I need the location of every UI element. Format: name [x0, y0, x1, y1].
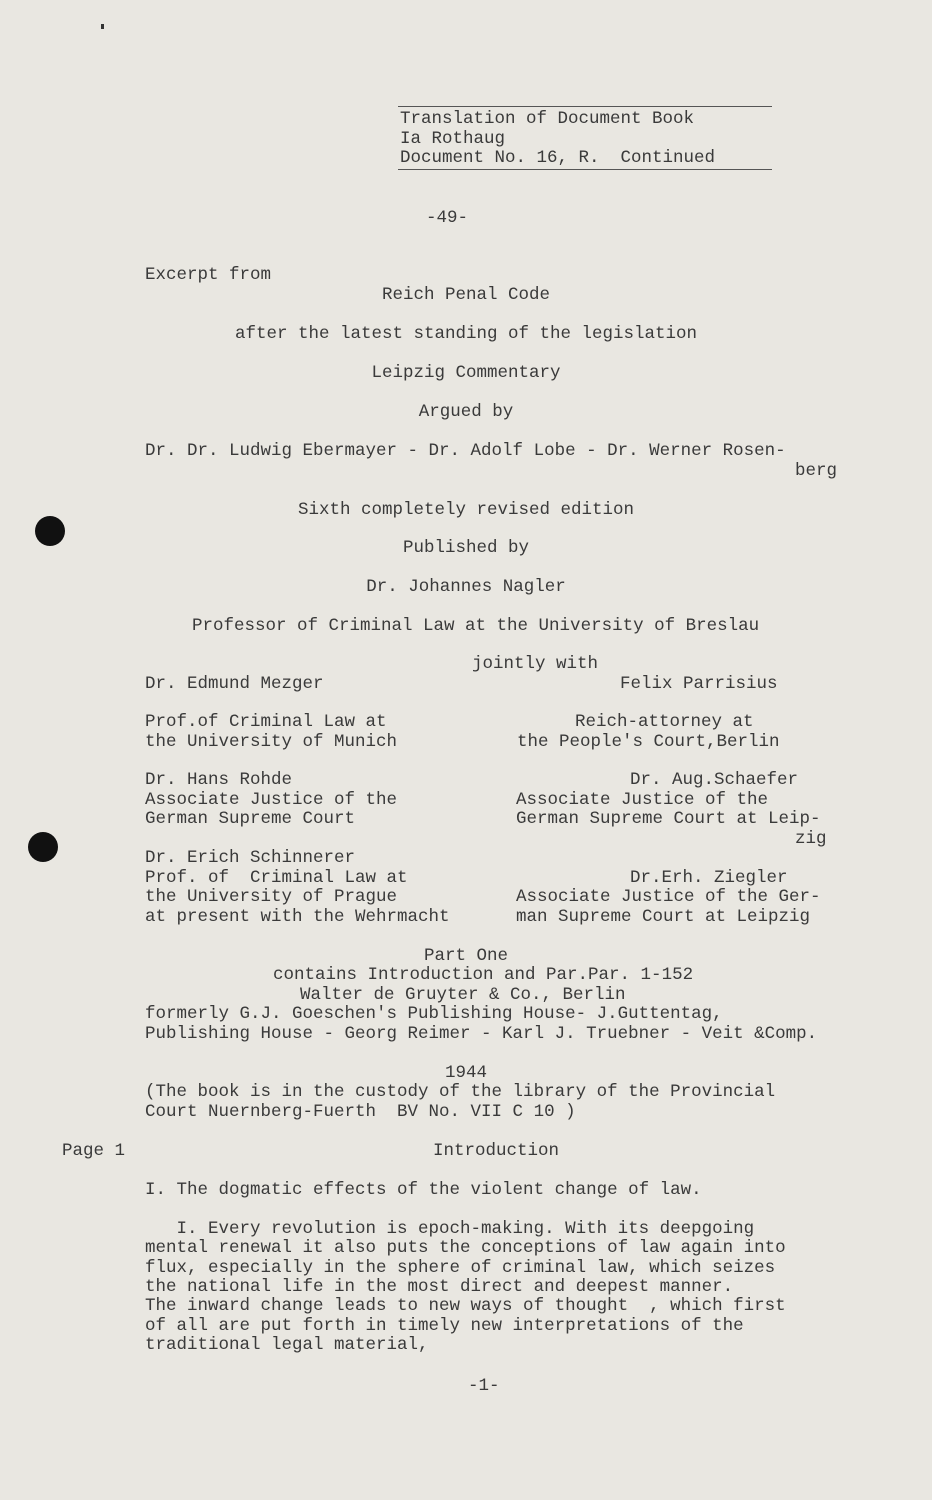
contributor-mezger-name: Dr. Edmund Mezger — [145, 674, 324, 694]
contributor-rohde-role-2: German Supreme Court — [145, 809, 356, 829]
body-line-2: mental renewal it also puts the conceptions of law again into — [145, 1238, 786, 1258]
header-line-2: Ia Rothaug — [400, 129, 506, 149]
contributor-mezger-role-2: the University of Munich — [145, 732, 398, 752]
contributor-rohde-name: Dr. Hans Rohde — [145, 770, 293, 790]
formerly-line-2: Publishing House - Georg Reimer - Karl J. Truebner - Veit &Comp. — [145, 1024, 818, 1044]
published-by: Published by — [402, 538, 530, 558]
contributor-parrisius-role-2: the People's Court,Berlin — [517, 732, 780, 752]
page-label: Page 1 — [62, 1141, 126, 1161]
page-marker-bottom: -1- — [468, 1376, 500, 1396]
jointly-with: jointly with — [472, 654, 599, 674]
authors-line-1: Dr. Dr. Ludwig Ebermayer - Dr. Adolf Lobe - Dr. Werner Rosen- — [145, 441, 786, 461]
body-line-1: I. Every revolution is epoch-making. With its deepgoing — [145, 1219, 755, 1239]
contributor-ziegler-name: Dr.Erh. Ziegler — [630, 868, 788, 888]
contributor-rohde-role-1: Associate Justice of the — [145, 790, 398, 810]
custody-line-2: Court Nuernberg-Fuerth BV No. VII C 10 ) — [145, 1102, 576, 1122]
contributor-schaefer-name: Dr. Aug.Schaefer — [630, 770, 799, 790]
contributor-ziegler-role-2: man Supreme Court at Leipzig — [516, 907, 811, 927]
publisher: Walter de Gruyter & Co., Berlin — [300, 985, 626, 1005]
excerpt-from: Excerpt from — [145, 265, 272, 285]
contributor-parrisius-role-1: Reich-attorney at — [575, 712, 754, 732]
edition: Sixth completely revised edition — [297, 500, 635, 520]
header-line-3: Document No. 16, R. Continued — [400, 148, 716, 168]
header-rule-top — [398, 106, 772, 107]
contributor-schaefer-role-2: German Supreme Court at Leip- — [516, 809, 821, 829]
contributor-schinnerer-role-3: at present with the Wehrmacht — [145, 907, 450, 927]
body-line-4: the national life in the most direct and deepest manner. — [145, 1277, 734, 1297]
contributor-schaefer-role-1: Associate Justice of the — [516, 790, 769, 810]
header-rule-bottom — [398, 169, 772, 170]
contributor-schinnerer-name: Dr. Erich Schinnerer — [145, 848, 356, 868]
subheading: I. The dogmatic effects of the violent change of law. — [145, 1180, 702, 1200]
punch-hole-bottom — [28, 832, 58, 862]
publication-year: 1944 — [444, 1063, 487, 1083]
body-line-5: The inward change leads to new ways of thought , which first — [145, 1296, 786, 1316]
editor-name: Dr. Johannes Nagler — [366, 577, 566, 597]
contributor-schinnerer-role-2: the University of Prague — [145, 887, 398, 907]
body-line-6: of all are put forth in timely new interpretations of the — [145, 1316, 744, 1336]
body-line-7: traditional legal material, — [145, 1335, 429, 1355]
part-contents: contains Introduction and Par.Par. 1-152 — [273, 965, 694, 985]
contributor-schinnerer-role-1: Prof. of Criminal Law at — [145, 868, 408, 888]
editor-title: Professor of Criminal Law at the University of Breslau — [192, 616, 760, 636]
header-line-1: Translation of Document Book — [400, 109, 695, 129]
contributor-ziegler-role-1: Associate Justice of the Ger- — [516, 887, 821, 907]
page-marker-top: -49- — [426, 208, 469, 228]
formerly-line-1: formerly G.J. Goeschen's Publishing House- J.Guttentag, — [145, 1004, 723, 1024]
argued-by: Argued by — [418, 402, 514, 422]
code-title: Reich Penal Code — [381, 285, 551, 305]
part-one: Part One — [423, 946, 508, 966]
legislation-standing: after the latest standing of the legislation — [234, 324, 698, 344]
authors-line-2: berg — [795, 461, 838, 481]
commentary-title: Leipzig Commentary — [371, 363, 561, 383]
contributor-schaefer-role-3: zig — [795, 829, 827, 849]
ink-speck — [101, 24, 104, 29]
contributor-mezger-role-1: Prof.of Criminal Law at — [145, 712, 387, 732]
custody-line-1: (The book is in the custody of the library of the Provincial — [145, 1082, 776, 1102]
body-line-3: flux, especially in the sphere of criminal law, which seizes — [145, 1258, 776, 1278]
section-title: Introduction — [433, 1141, 560, 1161]
contributor-parrisius-name: Felix Parrisius — [620, 674, 778, 694]
